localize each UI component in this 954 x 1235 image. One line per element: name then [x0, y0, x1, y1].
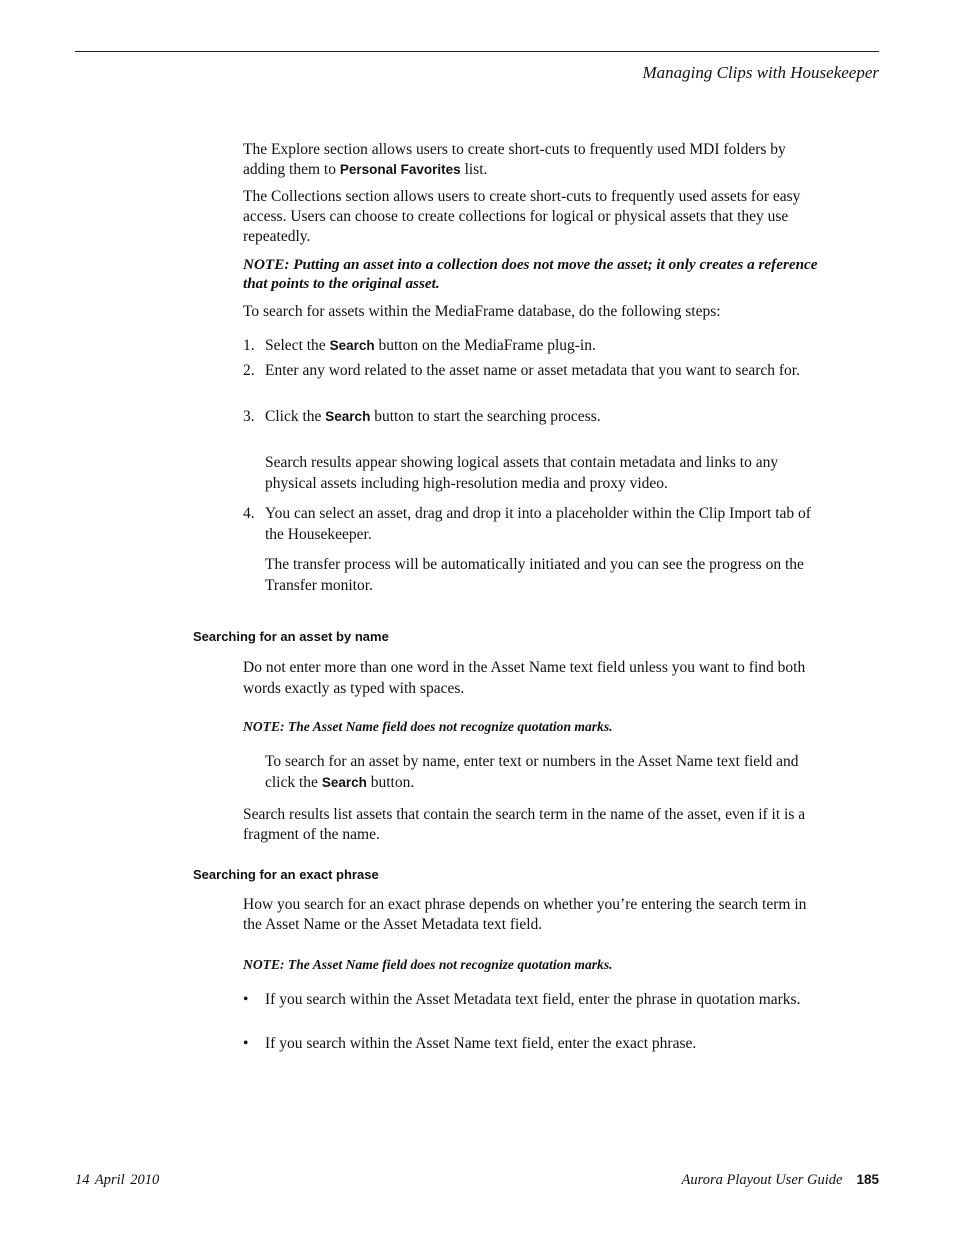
by-name-text: To search for an asset by name, enter text or numbers in the Asset Name text field and click the: [265, 753, 799, 791]
by-name-paragraph-2: [265, 751, 828, 793]
running-title: Managing Clips with Housekeeper: [642, 63, 879, 82]
step-4-result: The transfer process will be automatically initiated and you can see the progress on the Transfer monitor.: [265, 556, 804, 594]
step-1: [243, 335, 828, 356]
step-2: [243, 360, 828, 381]
page-number: 185: [856, 1172, 879, 1187]
step-text-end: button on the MediaFrame plug-in.: [374, 337, 596, 354]
bullet-item: [243, 1033, 828, 1054]
step-text-end: button to start the searching process.: [370, 408, 601, 425]
header-rule: [75, 51, 879, 52]
by-name-text-end: button.: [366, 774, 415, 791]
steps-intro: To search for assets within the MediaFrame database, do the following steps:: [243, 303, 721, 320]
search-button-label: Search: [325, 409, 371, 424]
bullet-text: If you search within the Asset Metadata text field, enter the phrase in quotation marks.: [265, 991, 801, 1008]
bullet-marker: •: [243, 1035, 249, 1052]
note-collections: NOTE: Putting an asset into a collection does not move the asset; it only creates a reference that points to the original asset.: [243, 256, 818, 292]
guide-title: Aurora Playout User Guide: [681, 1172, 843, 1188]
personal-favorites-label: Personal Favorites: [339, 162, 461, 177]
step-text: Click the: [265, 408, 326, 425]
by-name-paragraph-1: Do not enter more than one word in the Asset Name text field unless you want to find both words exactly as typed with spaces.: [243, 659, 806, 697]
footer-guide: [682, 1172, 880, 1189]
search-button-label: Search: [329, 338, 375, 353]
bullet-item: [243, 989, 828, 1010]
collections-paragraph: The Collections section allows users to create short-cuts to frequently used assets for easy access. Users can choose to create collections for logical or physical assets that they use repeatedly.: [243, 188, 801, 245]
step-3: [243, 406, 828, 427]
step-number: 1.: [243, 337, 255, 354]
explore-paragraph: [243, 140, 828, 180]
step-4: [243, 503, 828, 545]
by-name-paragraph-3: Search results list assets that contain the search term in the name of the asset, even if it is a fragment of the name.: [243, 806, 806, 843]
note-quotation-marks: NOTE: The Asset Name field does not recognize quotation marks.: [243, 719, 613, 734]
search-button-label: Search: [321, 775, 367, 790]
section-heading-exact-phrase: Searching for an exact phrase: [193, 867, 379, 882]
step-3-result: Search results appear showing logical assets that contain metadata and links to any physical assets including high-resolution media and proxy video.: [265, 454, 779, 492]
step-number: 2.: [243, 362, 255, 379]
step-number: 3.: [243, 408, 255, 425]
bullet-text: If you search within the Asset Name text field, enter the exact phrase.: [265, 1035, 697, 1052]
step-number: 4.: [243, 505, 255, 522]
bullet-marker: •: [243, 991, 249, 1008]
step-text: Select the: [265, 337, 330, 354]
footer-date: 14 April 2010: [75, 1172, 160, 1188]
explore-text-end: list.: [460, 161, 488, 178]
explore-text: The Explore section allows users to create short-cuts to frequently used MDI folders by adding them to: [243, 141, 786, 178]
step-text: Enter any word related to the asset name or asset metadata that you want to search for.: [265, 362, 800, 379]
section-heading-by-name: Searching for an asset by name: [193, 629, 389, 644]
exact-phrase-paragraph: How you search for an exact phrase depends on whether you’re entering the search term in the Asset Name or the Asset Metadata text field.: [243, 896, 807, 933]
step-text: You can select an asset, drag and drop it into a placeholder within the Clip Import tab of the Housekeeper.: [265, 505, 811, 543]
note-quotation-marks-2: NOTE: The Asset Name field does not recognize quotation marks.: [243, 957, 613, 972]
